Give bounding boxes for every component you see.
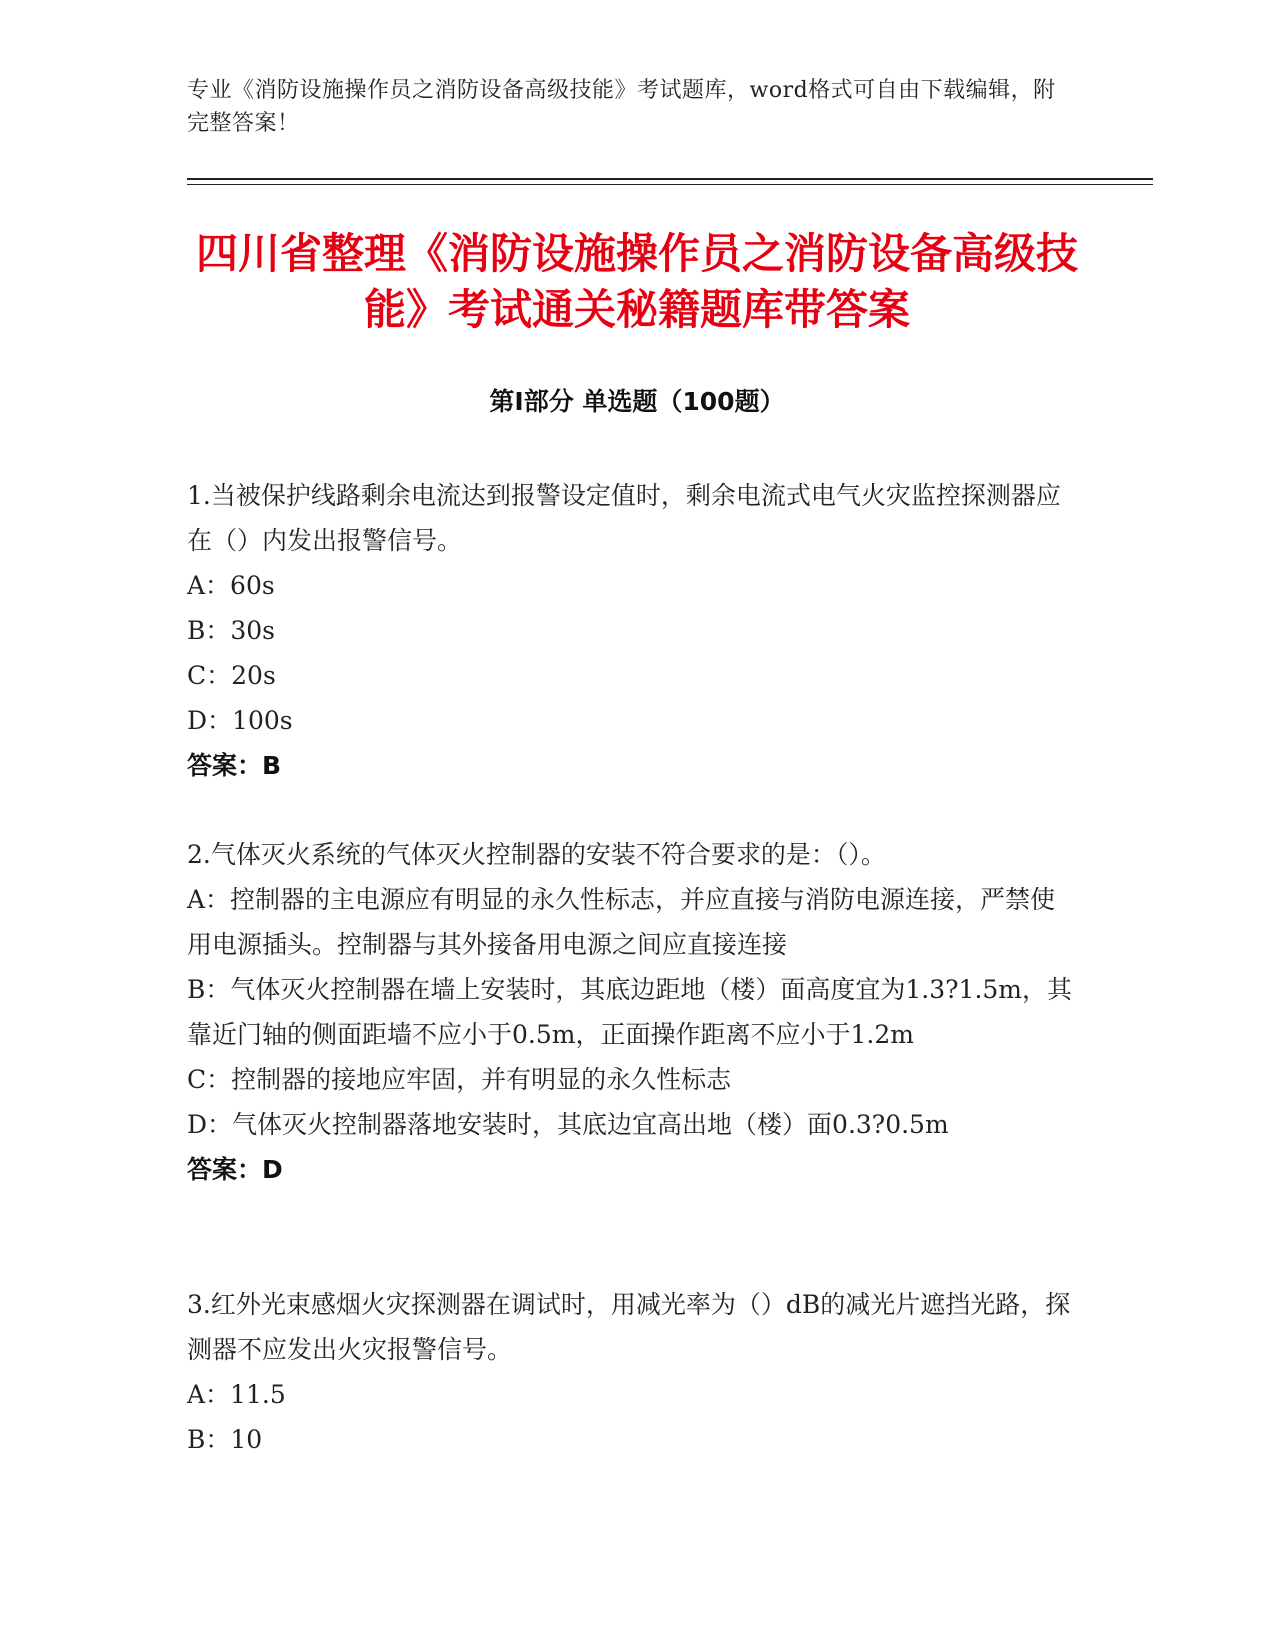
header-divider-thin <box>187 184 1153 185</box>
option-a: A：11.5 <box>187 1380 286 1409</box>
option-a: A：60s <box>187 571 275 600</box>
header-note: 专业《消防设施操作员之消防设备高级技能》考试题库，word格式可自由下载编辑，附完整答案！ <box>187 78 1056 136</box>
question-block <box>187 832 1077 1192</box>
question-block <box>187 1282 1077 1462</box>
option-b: B：30s <box>187 616 276 645</box>
question-stem: 2.气体灭火系统的气体灭火控制器的安装不符合要求的是：（）。 <box>187 840 886 869</box>
option-a: A：控制器的主电源应有明显的永久性标志，并应直接与消防电源连接，严禁使用电源插头。控制器与其外接备用电源之间应直接连接 <box>187 885 1056 959</box>
question-stem: 1.当被保护线路剩余电流达到报警设定值时，剩余电流式电气火灾监控探测器应在（）内发出报警信号。 <box>187 481 1061 555</box>
section-heading: 第Ⅰ部分 单选题（100题） <box>489 387 785 416</box>
option-b: B：气体灭火控制器在墙上安装时，其底边距地（楼）面高度宜为1.3?1.5m，其靠近门轴的侧面距墙不应小于0.5m，正面操作距离不应小于1.2m <box>187 975 1073 1049</box>
answer-label: 答案：B <box>187 751 282 780</box>
option-d: D：气体灭火控制器落地安装时，其底边宜高出地（楼）面0.3?0.5m <box>187 1110 949 1139</box>
question-stem: 3.红外光束感烟火灾探测器在调试时，用减光率为（）dB的减光片遮挡光路，探测器不应发出火灾报警信号。 <box>187 1290 1071 1364</box>
option-c: C：20s <box>187 661 276 690</box>
option-c: C：控制器的接地应牢固，并有明显的永久性标志 <box>187 1065 732 1094</box>
document-title: 四川省整理《消防设施操作员之消防设备高级技能》考试通关秘籍题库带答案 <box>195 229 1078 334</box>
option-d: D：100s <box>187 706 293 735</box>
option-b: B：10 <box>187 1425 263 1454</box>
header-divider-thick <box>187 178 1153 180</box>
question-block <box>187 473 1077 788</box>
answer-label: 答案：D <box>187 1155 283 1184</box>
